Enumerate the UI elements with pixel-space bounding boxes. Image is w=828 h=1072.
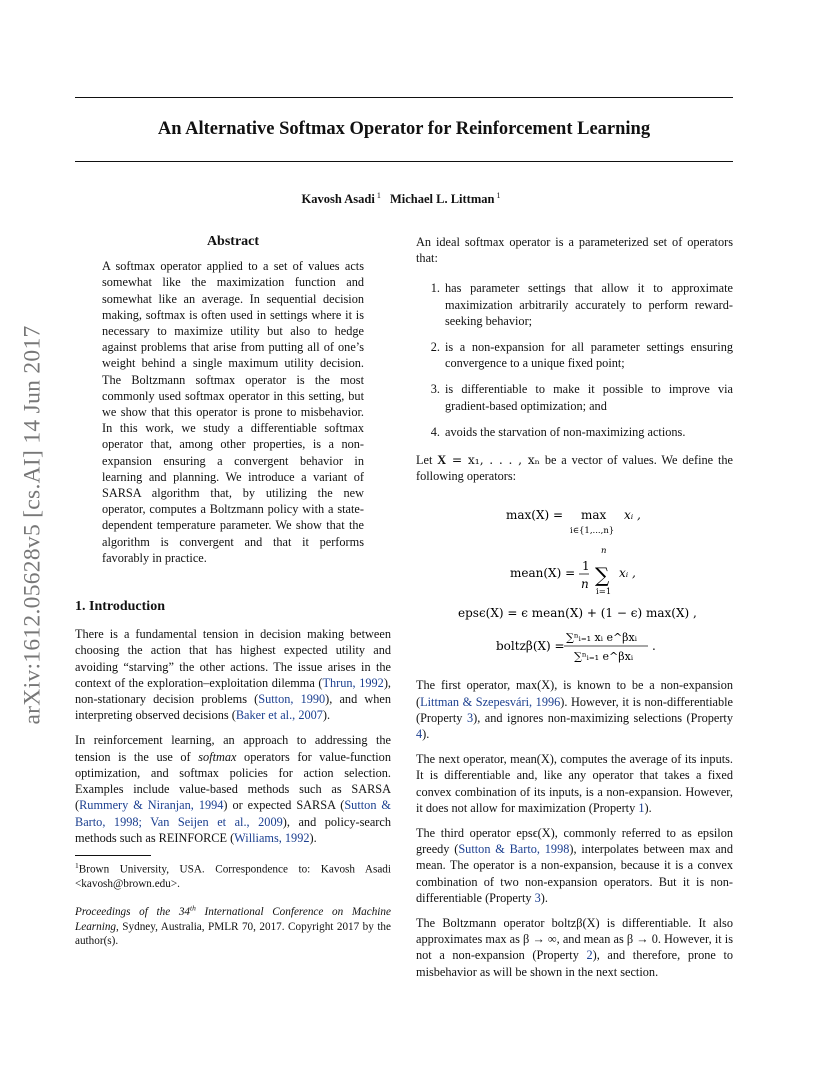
operator-equations xyxy=(416,493,733,669)
list-item: 1. has parameter settings that allow it to approximate maximization arbitrarily accurately to perform reward-seeking behavior; xyxy=(443,280,733,329)
paper-title: An Alternative Softmax Operator for Reinforcement Learning xyxy=(157,119,651,139)
citation-link[interactable]: Littman & Szepesvári, 1996 xyxy=(420,694,561,709)
citation-link[interactable]: Sutton & Barto, 1998 xyxy=(458,842,570,857)
abstract-text: A softmax operator applied to a set of values acts somewhat like the maximization function and somewhat like an average. In sequential decision making, softmax is often used in settings where it is necessary to maximize utility but also to hedge against problems that arise from putting all of one’s weight behind a single maximum utility decision. The Boltzmann softmax operator is the most commonly used softmax operator in this setting, but we show that this operator is prone to misbehavior. In this work, we study a differentiable softmax operator that, among other properties, is a non-expansion ensuring a convergent behavior in learning and planning. We introduce a variant of SARSA algorithm that, by utilizing the new operator, computes a Boltzmann policy with a state-dependent temperature parameter. We show that the algorithm is convergent and that it performs favorably in practice. xyxy=(102,259,364,565)
citation-link[interactable]: Rummery & Niranjan, 1994 xyxy=(79,798,224,813)
eq-max-rhs: xᵢ , xyxy=(624,508,641,523)
sum-symbol: ∑ xyxy=(595,563,610,588)
eq-mean-lhs: mean(X) = xyxy=(510,566,576,581)
footnote-proceedings: Proceedings of the 34th International Conference on Machine Learning, Sydney, Australia, PMLR 70, 2017. Copyright 2017 by the author(s). xyxy=(75,903,391,948)
title-rule-top xyxy=(75,97,733,98)
author-list xyxy=(75,191,733,207)
eq-max-lhs: max(X) = xyxy=(506,508,564,523)
eq-mean-den: n xyxy=(581,577,589,592)
eq-boltz-lhs: boltzβ(X) = xyxy=(496,639,565,654)
footnote-rule xyxy=(75,855,151,856)
list-item: 3. is differentiable to make it possible to improve via gradient-based optimization; and xyxy=(443,381,733,413)
citation-link[interactable]: Baker et al., 2007 xyxy=(235,708,323,723)
right-column xyxy=(416,234,733,989)
eq-eps: epsϵ(X) = ϵ mean(X) + (1 − ϵ) max(X) , xyxy=(458,606,697,621)
property-link[interactable]: 3 xyxy=(466,710,474,725)
footnote-affiliation: $^1$Brown University, USA. Correspondence to: Kavosh Asadi <kavosh@brown.edu>. xyxy=(75,860,391,891)
intro-paragraph-2: In reinforcement learning, an approach to addressing the tension is the use of softmax operators for value-function optimization, and softmax policies for action selection. Examples include value-based methods such as SARSA (Rummery & Niranjan, 1994) or expected SARSA (Sutton & Barto, 1998; Van Seijen et al., 2009), and policy-search methods such as REINFORCE (Williams, 1992). xyxy=(75,733,391,845)
property-link[interactable]: 1 xyxy=(638,800,645,815)
definition-paragraph: Let X = x₁, . . . , xₙ be a vector of values. We define the following operators: xyxy=(416,453,733,484)
arxiv-stamp-text: arXiv:1612.05628v5 [cs.AI] 14 Jun 2017 xyxy=(19,325,46,725)
title-rule-bottom xyxy=(75,161,733,162)
arxiv-stamp xyxy=(18,295,48,755)
eq-mean-sum-top: n xyxy=(601,546,607,557)
eq-period: . xyxy=(652,639,656,654)
eq-mean-sum-bot: i=1 xyxy=(596,587,612,598)
properties-list xyxy=(416,280,733,440)
author-affil: 1 xyxy=(496,191,501,200)
eq-max-sub: i∈{1,...,n} xyxy=(570,526,615,537)
author-name: Kavosh Asadi xyxy=(301,192,375,207)
property-link[interactable]: 3 xyxy=(534,890,541,905)
citation-link[interactable]: Sutton, 1990 xyxy=(258,692,326,707)
list-item: 4. avoids the starvation of non-maximizing actions. xyxy=(443,424,733,440)
section-heading-introduction: 1. Introduction xyxy=(75,599,165,615)
eq-mean-rhs: xᵢ , xyxy=(619,566,636,581)
property-link[interactable]: 2 xyxy=(586,948,593,963)
citation-link[interactable]: Williams, 1992 xyxy=(234,830,310,845)
paragraph-mean-operator: The next operator, mean(X), computes the average of its inputs. It is differentiable and, like any operator that takes a fixed convex combination of its inputs, is a non-expansion. However, it does not allow for maximization (Property 1). xyxy=(416,752,733,815)
paragraph-boltzmann-operator: The Boltzmann operator boltzβ(X) is differentiable. It also approximates max as β → ∞, and mean as β → 0. However, it is not a non-expansion (Property 2), and therefore, prone to misbehavior as will be shown in the next section. xyxy=(416,916,734,979)
author-name: Michael L. Littman xyxy=(389,192,495,207)
property-link[interactable]: 4 xyxy=(416,727,423,742)
eq-max-op: max xyxy=(581,508,607,523)
abstract-heading: Abstract xyxy=(206,234,260,249)
citation-link[interactable]: Sutton & Barto, 1998; Van Seijen et al., 2009 xyxy=(75,798,391,829)
intro-paragraph-1: There is a fundamental tension in decision making between choosing the action that has highest expected utility and avoiding “starving” the other actions. The issue arises in the context of the exploration–exploitation dilemma (Thrun, 1992), non-stationary decision problems (Sutton, 1990), and when interpreting observed decisions (Baker et al., 2007). xyxy=(75,627,391,723)
list-item: 2. is a non-expansion for all parameter settings ensuring convergence to a unique fixed point; xyxy=(443,339,733,371)
eq-boltz-den: ∑ⁿᵢ₌₁ e^βxᵢ xyxy=(574,650,634,664)
paragraph-eps-operator: The third operator epsϵ(X), commonly referred to as epsilon greedy (Sutton & Barto, 1998), interpolates between max and mean. The operator is a non-expansion, because it is a convex combination of two non-expansion operators. But it is non-differentiable (Property 3). xyxy=(416,826,733,905)
citation-link[interactable]: Thrun, 1992 xyxy=(322,675,384,690)
paragraph-max-operator: The first operator, max(X), is known to be a non-expansion (Littman & Szepesvári, 1996). However, it is non-differentiable (Property 3), and ignores non-maximizing selections (Property 4). xyxy=(416,678,733,742)
properties-intro: An ideal softmax operator is a parameterized set of operators that: xyxy=(416,235,733,266)
left-column xyxy=(75,234,391,959)
eq-mean-num: 1 xyxy=(582,559,590,574)
eq-boltz-num: ∑ⁿᵢ₌₁ xᵢ e^βxᵢ xyxy=(566,631,637,645)
author-affil: 1 xyxy=(376,191,381,200)
